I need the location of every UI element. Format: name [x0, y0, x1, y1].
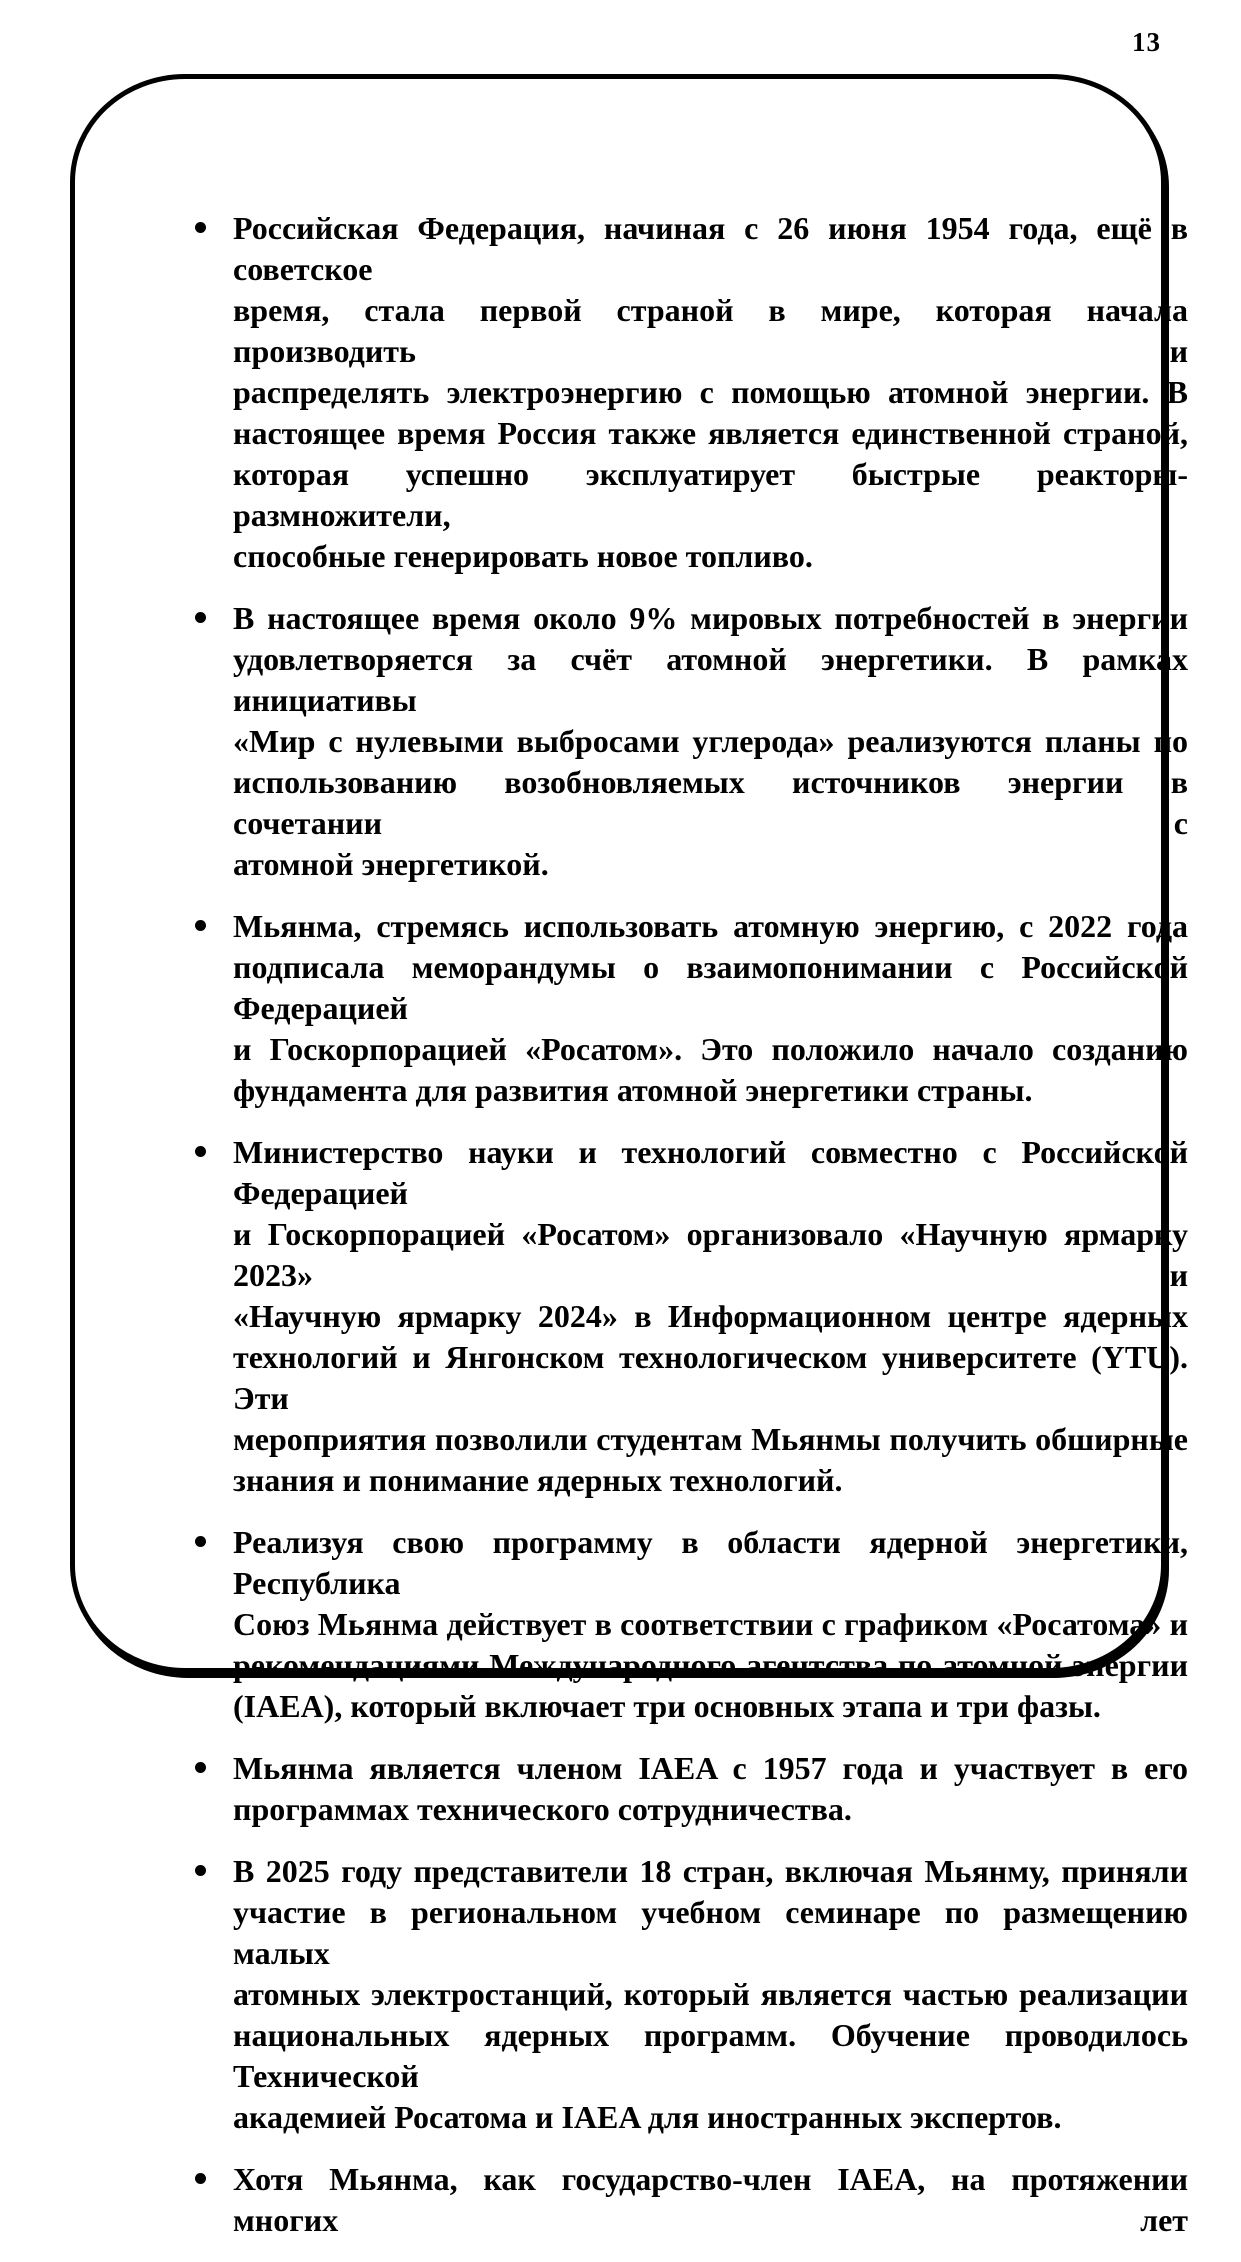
text-line: Мьянма является членом IAEA с 1957 года и участвует в его	[233, 1750, 1188, 1786]
bullet-dot-icon	[195, 2173, 206, 2184]
text-line: Министерство науки и технологий совместно с Российской Федерацией	[233, 1134, 1188, 1211]
bullet-item	[195, 1851, 1195, 2138]
text-line: время, стала первой страной в мире, которая начала производить и	[233, 292, 1188, 369]
text-line: Реализуя свою программу в области ядерной энергетики, Республика	[233, 1524, 1188, 1601]
text-line: удовлетворяется за счёт атомной энергетики. В рамках инициативы	[233, 641, 1188, 718]
bullet-dot-icon	[195, 1536, 206, 1547]
bullet-text	[233, 906, 1188, 1111]
bullet-dot-icon	[195, 1762, 206, 1773]
text-line: атомной энергетикой.	[233, 846, 549, 882]
text-line: (IAEA), который включает три основных этапа и три фазы.	[233, 1688, 1101, 1724]
bullet-item	[195, 1522, 1195, 1727]
text-line: технологий и Янгонском технологическом университете (YTU). Эти	[233, 1339, 1188, 1416]
bullet-item	[195, 598, 1195, 885]
text-line: и Госкорпорацией «Росатом». Это положило начало созданию	[233, 1031, 1188, 1067]
text-line: Хотя Мьянма, как государство-член IAEA, на протяжении многих лет	[233, 2161, 1188, 2238]
bullet-dot-icon	[195, 222, 206, 233]
bullet-text	[233, 1522, 1188, 1727]
bullet-item	[195, 1748, 1195, 1830]
text-line: В 2025 году представители 18 стран, включая Мьянму, приняли	[233, 1853, 1188, 1889]
text-line: участие в региональном учебном семинаре по размещению малых	[233, 1894, 1188, 1971]
text-line: фундамента для развития атомной энергетики страны.	[233, 1072, 1033, 1108]
text-line: мероприятия позволили студентам Мьянмы получить обширные	[233, 1421, 1188, 1457]
content-frame	[70, 74, 1188, 2238]
bullet-text	[233, 1748, 1188, 1830]
bullet-text	[233, 208, 1188, 577]
text-line: В настоящее время около 9% мировых потребностей в энергии	[233, 600, 1188, 636]
text-line: национальных ядерных программ. Обучение проводилось Технической	[233, 2017, 1188, 2094]
text-line: Союз Мьянма действует в соответствии с графиком «Росатома» и	[233, 1606, 1188, 1642]
bullet-item	[195, 906, 1195, 1111]
text-line: «Научную ярмарку 2024» в Информационном центре ядерных	[233, 1298, 1188, 1334]
bullet-dot-icon	[195, 612, 206, 623]
text-line: Российская Федерация, начиная с 26 июня 1954 года, ещё в советское	[233, 210, 1188, 287]
text-line: атомных электростанций, который является частью реализации	[233, 1976, 1188, 2012]
text-line: академией Росатома и IAEA для иностранных экспертов.	[233, 2099, 1062, 2135]
bullet-list	[195, 208, 1195, 2262]
text-line: настоящее время Россия также является единственной страной,	[233, 415, 1188, 451]
text-line: Мьянма, стремясь использовать атомную энергию, с 2022 года	[233, 908, 1188, 944]
text-line: которая успешно эксплуатирует быстрые реакторы-размножители,	[233, 456, 1188, 533]
bullet-dot-icon	[195, 1865, 206, 1876]
bullet-text	[233, 2159, 1188, 2241]
text-line: и Госкорпорацией «Росатом» организовало «Научную ярмарку 2023» и	[233, 1216, 1188, 1293]
text-line: подписала меморандумы о взаимопонимании с Российской Федерацией	[233, 949, 1188, 1026]
bullet-text	[233, 1132, 1188, 1501]
text-line: распределять электроэнергию с помощью атомной энергии. В	[233, 374, 1188, 410]
text-line: программах технического сотрудничества.	[233, 1791, 852, 1827]
text-line: использованию возобновляемых источников энергии в сочетании с	[233, 764, 1188, 841]
bullet-item	[195, 208, 1195, 577]
bullet-item	[195, 2159, 1195, 2241]
bullet-dot-icon	[195, 1146, 206, 1157]
text-line: способные генерировать новое топливо.	[233, 538, 813, 574]
text-line: рекомендациями Международного агентства по атомной энергии	[233, 1647, 1188, 1683]
bullet-text	[233, 598, 1188, 885]
text-line: знания и понимание ядерных технологий.	[233, 1462, 843, 1498]
bullet-item	[195, 1132, 1195, 1501]
bullet-dot-icon	[195, 920, 206, 931]
text-line: «Мир с нулевыми выбросами углерода» реализуются планы по	[233, 723, 1188, 759]
page-number: 13	[1132, 27, 1161, 57]
bullet-text	[233, 1851, 1188, 2138]
